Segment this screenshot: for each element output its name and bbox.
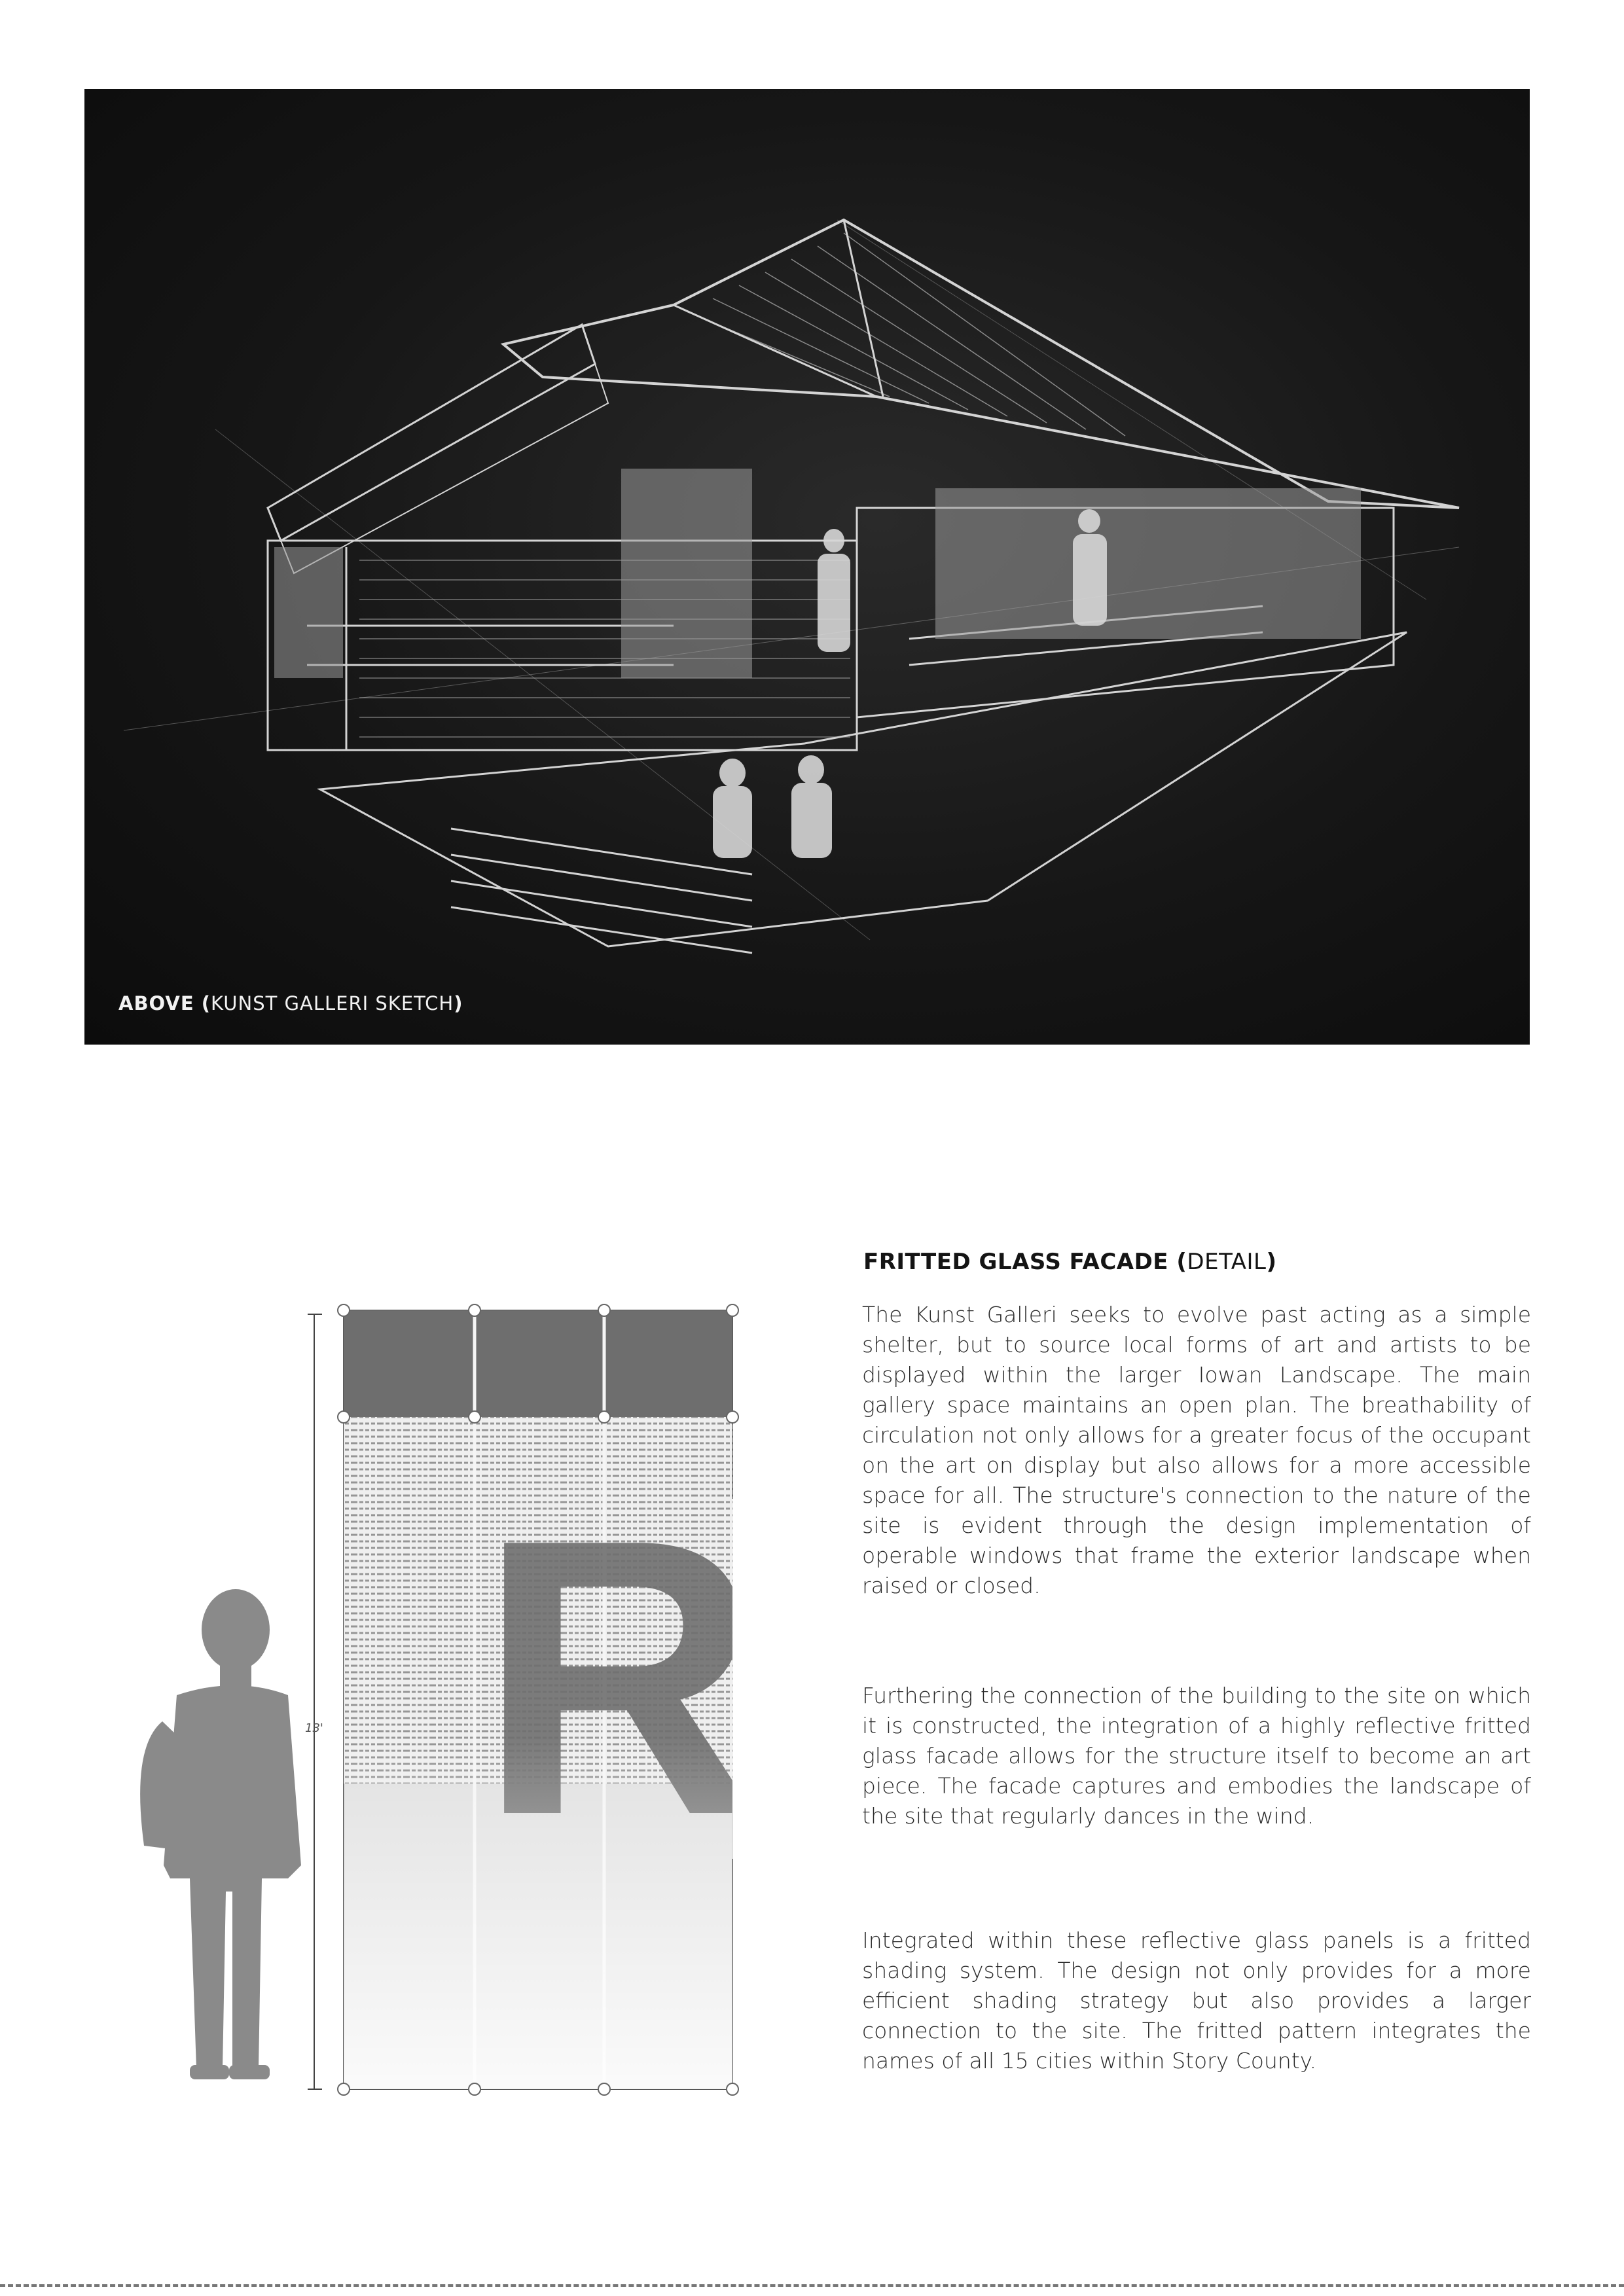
section-title: FRITTED GLASS FACADE (DETAIL)	[863, 1249, 1277, 1275]
sketch-line-drawing	[84, 89, 1530, 1045]
dimension-label: 13'	[305, 1721, 323, 1735]
hero-caption: ABOVE (KUNST GALLERI SKETCH)	[118, 992, 463, 1014]
fritted-glass-facade-detail-drawing	[92, 1302, 759, 2114]
kunst-galleri-sketch-image	[84, 89, 1530, 1045]
body-paragraph: The Kunst Galleri seeks to evolve past acting as a simple shelter, but to source local forms of art and artists to be displayed within the larger Iowan Landscape. The main gallery space maintains an open plan. The breathability of circulation not only allows for a greater focus of the occupant on the art on display but also allows for a more accessible space for all. The structure's connection to the nature of the site is evident through the design implementation of operable windows that frame the exterior landscape when raised or closed.	[862, 1302, 1531, 1598]
human-scale-figure	[140, 1589, 301, 2079]
page-divider	[0, 2284, 1624, 2287]
body-paragraph: Integrated within these reflective glass panels is a fritted shading system. The design not only provides for a more efficient shading strategy but also provides a larger connection to the site. The fritted pattern integrates the names of all 15 cities within Story County.	[862, 1928, 1531, 2073]
dimension-line	[308, 1314, 322, 2089]
body-paragraph: Furthering the connection of the building to the site on which it is constructed, the integration of a highly reflective fritted glass facade allows for the structure itself to become an art piece. The facade captures and embodies the landscape of the site that regularly dances in the wind.	[862, 1683, 1531, 1829]
